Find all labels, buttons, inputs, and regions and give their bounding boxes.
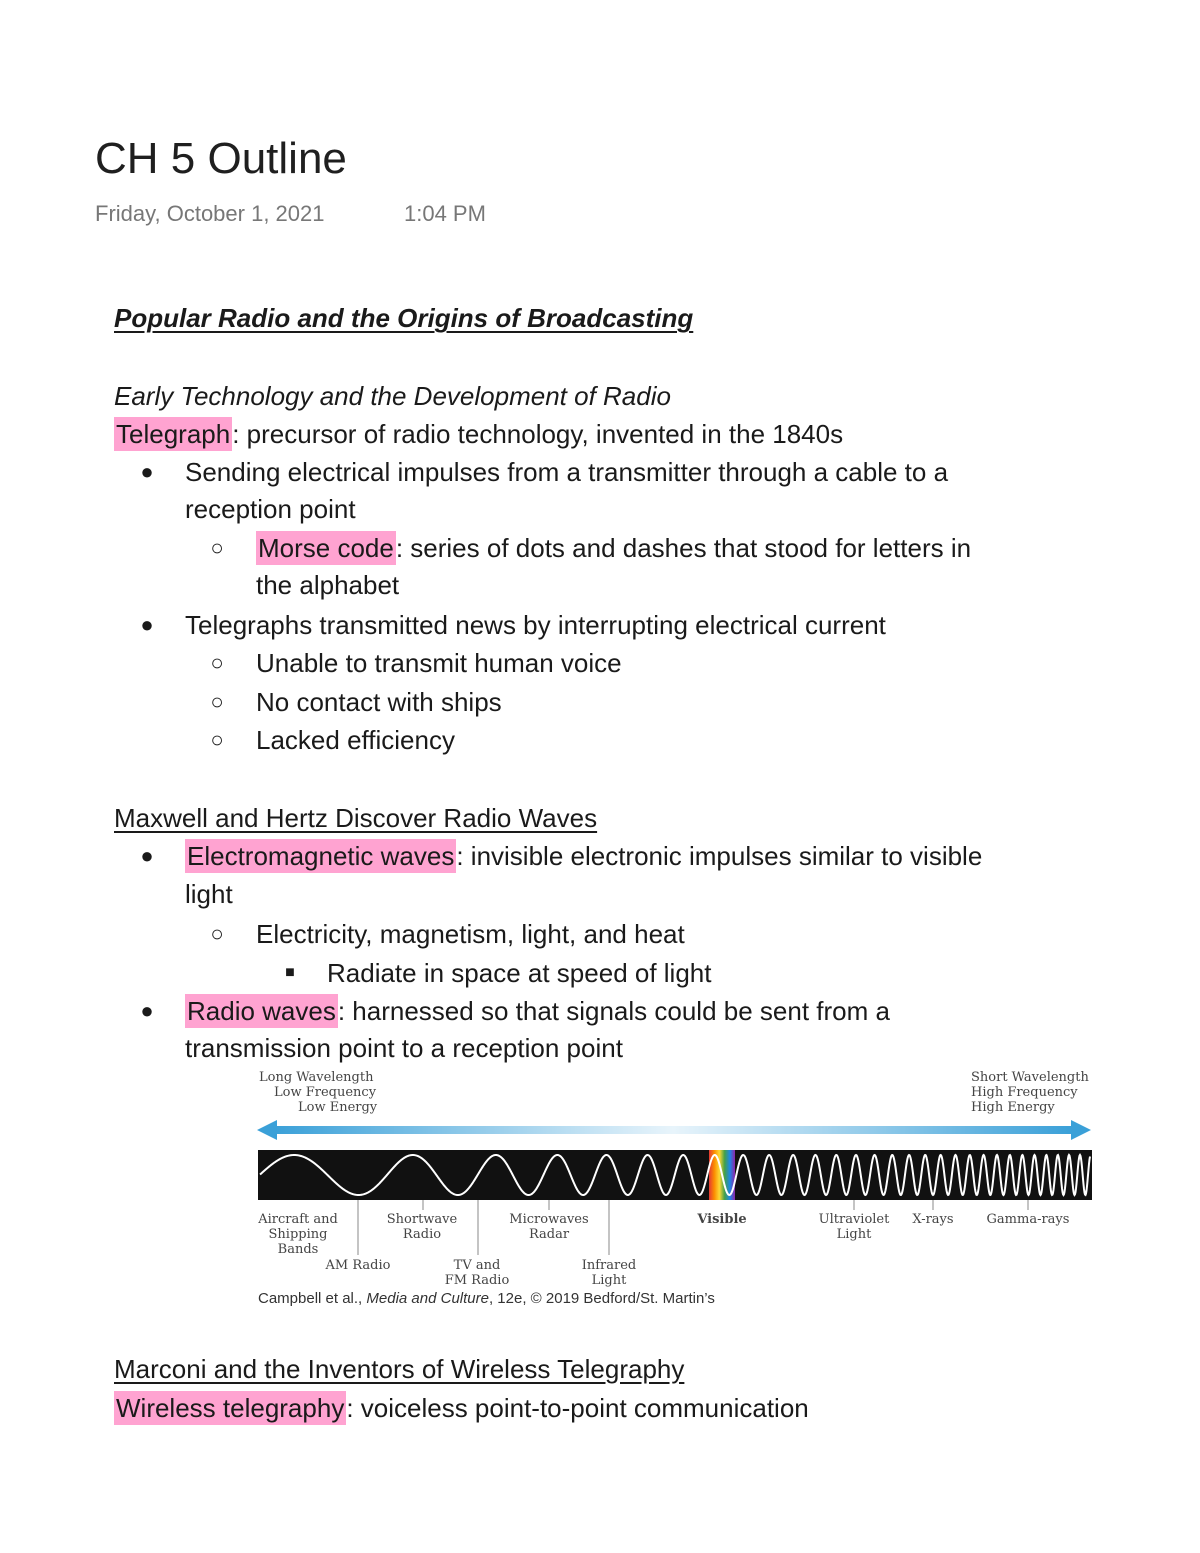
radio-waves-definition <box>185 993 890 1029</box>
label-microwaves-1: Microwaves <box>509 1212 589 1227</box>
bullet-icon: ● <box>140 459 154 484</box>
electromagnetic-spectrum-figure <box>255 1065 1095 1295</box>
right-header-line2: High Frequency <box>971 1085 1078 1100</box>
left-header-line2: Low Frequency <box>274 1085 377 1100</box>
label-shortwave-1: Shortwave <box>386 1212 458 1227</box>
credit-publisher: , 12e, © 2019 Bedford/St. Martin’s <box>488 1290 715 1307</box>
label-aircraft-3: Bands <box>277 1242 319 1257</box>
label-visible: Visible <box>697 1212 747 1227</box>
label-xrays: X-rays <box>912 1212 954 1227</box>
rw-def-text: : harnessed so that signals could be sent from a <box>337 996 890 1026</box>
wt-def-text: : voiceless point-to-point communication <box>346 1393 809 1423</box>
electromagnetic-waves-definition <box>185 838 982 874</box>
double-arrow-icon <box>257 1120 1091 1140</box>
em-def-text: : invisible electronic impulses similar to visible <box>456 841 983 871</box>
bullet-icon: ● <box>140 612 154 637</box>
label-tvfm-1: TV and <box>453 1258 501 1273</box>
bullet-sending-impulses-cont: reception point <box>185 494 356 524</box>
label-microwaves-2: Radar <box>528 1227 570 1242</box>
section-heading-maxwell-hertz: Maxwell and Hertz Discover Radio Waves <box>114 803 598 833</box>
sub-item-efficiency: Lacked efficiency <box>256 725 455 755</box>
rw-def-cont: transmission point to a reception point <box>185 1033 623 1063</box>
label-aircraft-1: Aircraft and <box>258 1212 338 1227</box>
subsub-item-radiate: Radiate in space at speed of light <box>327 958 712 988</box>
sub-item-voice: Unable to transmit human voice <box>256 648 622 678</box>
bullet-icon: ● <box>140 998 154 1023</box>
term-electromagnetic-waves: Electromagnetic waves <box>187 841 455 871</box>
label-infrared-1: Infrared <box>581 1258 637 1273</box>
figure-credit <box>258 1290 715 1307</box>
term-wireless-telegraphy: Wireless telegraphy <box>116 1393 345 1423</box>
em-def-cont: light <box>185 879 233 909</box>
sub-item-ships: No contact with ships <box>256 687 502 717</box>
right-header-line3: High Energy <box>971 1100 1055 1115</box>
sub-bullet-icon: ○ <box>210 689 224 714</box>
section-heading-marconi: Marconi and the Inventors of Wireless Telegraphy <box>114 1354 685 1384</box>
credit-authors: Campbell et al., <box>258 1290 367 1307</box>
bullet-icon: ● <box>140 843 154 868</box>
wireless-telegraphy-definition <box>114 1390 809 1426</box>
note-time: 1:04 PM <box>404 201 486 226</box>
left-header-line3: Low Energy <box>298 1100 378 1115</box>
bullet-telegraphs-transmitted: Telegraphs transmitted news by interrupting electrical current <box>185 610 886 640</box>
credit-book-title: Media and Culture <box>366 1290 489 1307</box>
sub-bullet-icon: ○ <box>210 535 224 560</box>
term-telegraph: Telegraph <box>116 419 231 449</box>
sub-item-electricity: Electricity, magnetism, light, and heat <box>256 919 685 949</box>
morse-def-text: : series of dots and dashes that stood for letters in <box>395 533 972 563</box>
sub-bullet-icon: ○ <box>210 921 224 946</box>
label-tvfm-2: FM Radio <box>444 1273 510 1288</box>
term-morse-code: Morse code <box>258 533 394 563</box>
term-radio-waves: Radio waves <box>187 996 336 1026</box>
left-header-line1: Long Wavelength <box>259 1070 374 1085</box>
subheading-early-technology: Early Technology and the Development of Radio <box>114 381 671 411</box>
square-bullet-icon: ■ <box>285 964 295 981</box>
page-title: CH 5 Outline <box>95 134 347 183</box>
label-ultraviolet-1: Ultraviolet <box>818 1212 890 1227</box>
note-date: Friday, October 1, 2021 <box>95 201 325 226</box>
morse-code-definition <box>256 530 971 566</box>
bullet-sending-impulses: Sending electrical impulses from a transmitter through a cable to a <box>185 457 949 487</box>
sub-bullet-icon: ○ <box>210 650 224 675</box>
label-shortwave-2: Radio <box>402 1227 442 1242</box>
morse-def-cont: the alphabet <box>256 570 400 600</box>
label-aircraft-2: Shipping <box>268 1227 328 1242</box>
sub-bullet-icon: ○ <box>210 727 224 752</box>
telegraph-definition <box>114 416 843 452</box>
label-gamma-rays: Gamma-rays <box>986 1212 1070 1227</box>
label-am-radio: AM Radio <box>325 1258 391 1273</box>
spectrum-ticks <box>358 1200 1028 1255</box>
label-ultraviolet-2: Light <box>836 1227 872 1242</box>
right-header-line1: Short Wavelength <box>971 1070 1089 1085</box>
label-infrared-2: Light <box>591 1273 627 1288</box>
section-heading-popular-radio: Popular Radio and the Origins of Broadcasting <box>114 303 694 333</box>
telegraph-def-text: : precursor of radio technology, invented in the 1840s <box>232 419 844 449</box>
